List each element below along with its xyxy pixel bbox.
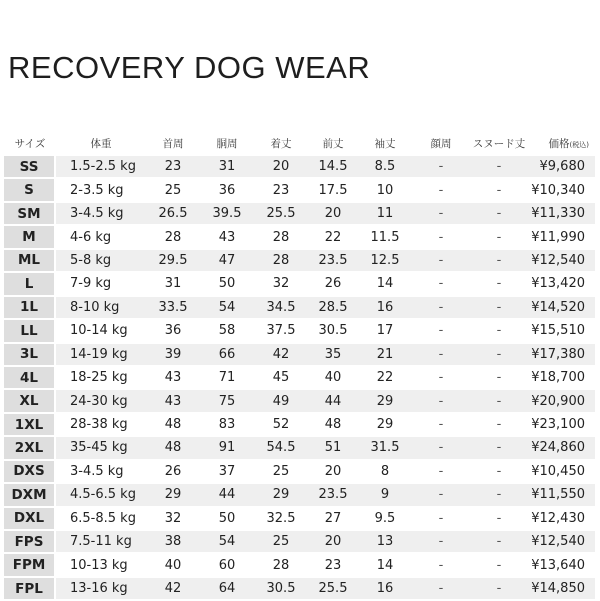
- cell-face: -: [412, 156, 470, 179]
- cell-snood: -: [470, 461, 528, 484]
- cell-size: LL: [4, 320, 56, 343]
- table-row: [4, 156, 595, 179]
- table-row: [4, 367, 595, 390]
- cell-weight: 10-14 kg: [56, 320, 146, 343]
- header-neck: 首周: [162, 137, 184, 150]
- header-price-label: 価格: [548, 137, 570, 150]
- cell-neck: 25: [146, 179, 200, 202]
- cell-price: ¥13,420: [528, 273, 595, 296]
- cell-neck: 40: [146, 554, 200, 577]
- cell-length: 25: [254, 531, 308, 554]
- cell-chest: 36: [200, 179, 254, 202]
- cell-front: 25.5: [308, 578, 358, 601]
- cell-size: SM: [4, 203, 56, 226]
- cell-chest: 71: [200, 367, 254, 390]
- cell-price: ¥11,330: [528, 203, 595, 226]
- cell-face: -: [412, 414, 470, 437]
- cell-weight: 6.5-8.5 kg: [56, 508, 146, 531]
- cell-chest: 31: [200, 156, 254, 179]
- cell-weight: 5-8 kg: [56, 250, 146, 273]
- cell-front: 48: [308, 414, 358, 437]
- cell-snood: -: [470, 179, 528, 202]
- cell-weight: 28-38 kg: [56, 414, 146, 437]
- table-row: [4, 203, 595, 226]
- cell-weight: 4.5-6.5 kg: [56, 484, 146, 507]
- cell-length: 42: [254, 344, 308, 367]
- cell-front: 27: [308, 508, 358, 531]
- cell-weight: 13-16 kg: [56, 578, 146, 601]
- cell-chest: 60: [200, 554, 254, 577]
- cell-weight: 35-45 kg: [56, 437, 146, 460]
- cell-front: 30.5: [308, 320, 358, 343]
- cell-price: ¥10,340: [528, 179, 595, 202]
- cell-weight: 14-19 kg: [56, 344, 146, 367]
- header-face: 顔周: [430, 137, 452, 150]
- cell-length: 30.5: [254, 578, 308, 601]
- cell-chest: 83: [200, 414, 254, 437]
- table-row: [4, 390, 595, 413]
- cell-length: 28: [254, 554, 308, 577]
- cell-sleeve: 16: [358, 578, 412, 601]
- cell-face: -: [412, 508, 470, 531]
- cell-chest: 91: [200, 437, 254, 460]
- cell-snood: -: [470, 156, 528, 179]
- cell-snood: -: [470, 531, 528, 554]
- cell-price: ¥13,640: [528, 554, 595, 577]
- header-snood: スヌード丈: [472, 137, 526, 150]
- cell-size: S: [4, 179, 56, 202]
- cell-snood: -: [470, 273, 528, 296]
- cell-snood: -: [470, 203, 528, 226]
- cell-price: ¥23,100: [528, 414, 595, 437]
- cell-face: -: [412, 461, 470, 484]
- cell-size: FPS: [4, 531, 56, 554]
- table-row: [4, 531, 595, 554]
- cell-weight: 8-10 kg: [56, 297, 146, 320]
- table-row: [4, 484, 595, 507]
- cell-face: -: [412, 320, 470, 343]
- cell-snood: -: [470, 320, 528, 343]
- cell-neck: 38: [146, 531, 200, 554]
- cell-size: XL: [4, 390, 56, 413]
- cell-snood: -: [470, 437, 528, 460]
- cell-sleeve: 9: [358, 484, 412, 507]
- cell-length: 23: [254, 179, 308, 202]
- table-row: [4, 461, 595, 484]
- cell-neck: 31: [146, 273, 200, 296]
- table-row: [4, 273, 595, 296]
- cell-sleeve: 9.5: [358, 508, 412, 531]
- cell-length: 37.5: [254, 320, 308, 343]
- header-weight: 体重: [90, 137, 112, 150]
- cell-neck: 29.5: [146, 250, 200, 273]
- cell-length: 52: [254, 414, 308, 437]
- cell-neck: 23: [146, 156, 200, 179]
- cell-chest: 54: [200, 531, 254, 554]
- cell-chest: 47: [200, 250, 254, 273]
- cell-price: ¥10,450: [528, 461, 595, 484]
- cell-front: 51: [308, 437, 358, 460]
- cell-chest: 64: [200, 578, 254, 601]
- cell-front: 14.5: [308, 156, 358, 179]
- cell-price: ¥11,990: [528, 226, 595, 249]
- cell-neck: 48: [146, 437, 200, 460]
- cell-neck: 36: [146, 320, 200, 343]
- cell-price: ¥18,700: [528, 367, 595, 390]
- cell-front: 35: [308, 344, 358, 367]
- cell-face: -: [412, 578, 470, 601]
- table-row: [4, 508, 595, 531]
- cell-face: -: [412, 484, 470, 507]
- cell-weight: 3-4.5 kg: [56, 461, 146, 484]
- cell-weight: 18-25 kg: [56, 367, 146, 390]
- cell-sleeve: 8: [358, 461, 412, 484]
- cell-weight: 1.5-2.5 kg: [56, 156, 146, 179]
- cell-length: 25: [254, 461, 308, 484]
- cell-face: -: [412, 250, 470, 273]
- table-row: [4, 554, 595, 577]
- table-row: [4, 179, 595, 202]
- cell-front: 20: [308, 461, 358, 484]
- cell-size: L: [4, 273, 56, 296]
- cell-snood: -: [470, 297, 528, 320]
- header-sleeve: 袖丈: [374, 137, 396, 150]
- cell-chest: 58: [200, 320, 254, 343]
- cell-sleeve: 29: [358, 390, 412, 413]
- cell-snood: -: [470, 508, 528, 531]
- cell-size: DXL: [4, 508, 56, 531]
- cell-sleeve: 21: [358, 344, 412, 367]
- cell-length: 25.5: [254, 203, 308, 226]
- header-size: サイズ: [14, 137, 46, 150]
- cell-face: -: [412, 437, 470, 460]
- header-price-note: (税込): [569, 140, 589, 149]
- cell-length: 28: [254, 250, 308, 273]
- cell-price: ¥14,850: [528, 578, 595, 601]
- cell-face: -: [412, 390, 470, 413]
- table-row: [4, 320, 595, 343]
- cell-price: ¥17,380: [528, 344, 595, 367]
- cell-sleeve: 13: [358, 531, 412, 554]
- cell-chest: 54: [200, 297, 254, 320]
- cell-length: 28: [254, 226, 308, 249]
- cell-neck: 33.5: [146, 297, 200, 320]
- cell-front: 23: [308, 554, 358, 577]
- cell-snood: -: [470, 344, 528, 367]
- cell-chest: 37: [200, 461, 254, 484]
- cell-snood: -: [470, 484, 528, 507]
- cell-front: 44: [308, 390, 358, 413]
- cell-face: -: [412, 531, 470, 554]
- cell-chest: 66: [200, 344, 254, 367]
- cell-snood: -: [470, 367, 528, 390]
- page-title: RECOVERY DOG WEAR: [8, 50, 371, 85]
- cell-length: 32: [254, 273, 308, 296]
- cell-front: 22: [308, 226, 358, 249]
- cell-chest: 43: [200, 226, 254, 249]
- cell-face: -: [412, 203, 470, 226]
- cell-chest: 39.5: [200, 203, 254, 226]
- cell-price: ¥12,430: [528, 508, 595, 531]
- cell-price: ¥9,680: [528, 156, 595, 179]
- cell-weight: 7-9 kg: [56, 273, 146, 296]
- cell-face: -: [412, 367, 470, 390]
- cell-snood: -: [470, 414, 528, 437]
- cell-face: -: [412, 179, 470, 202]
- cell-size: FPM: [4, 554, 56, 577]
- cell-weight: 2-3.5 kg: [56, 179, 146, 202]
- cell-weight: 10-13 kg: [56, 554, 146, 577]
- table-row: [4, 250, 595, 273]
- cell-size: 1L: [4, 297, 56, 320]
- table-row: [4, 414, 595, 437]
- size-chart-table: [4, 130, 595, 601]
- cell-size: 4L: [4, 367, 56, 390]
- cell-chest: 50: [200, 273, 254, 296]
- cell-snood: -: [470, 250, 528, 273]
- cell-neck: 43: [146, 390, 200, 413]
- cell-neck: 48: [146, 414, 200, 437]
- header-price: [528, 130, 595, 156]
- cell-neck: 29: [146, 484, 200, 507]
- cell-front: 26: [308, 273, 358, 296]
- cell-sleeve: 29: [358, 414, 412, 437]
- cell-sleeve: 16: [358, 297, 412, 320]
- cell-chest: 50: [200, 508, 254, 531]
- cell-neck: 43: [146, 367, 200, 390]
- header-chest: 胴周: [216, 137, 238, 150]
- cell-snood: -: [470, 578, 528, 601]
- cell-size: DXS: [4, 461, 56, 484]
- cell-weight: 24-30 kg: [56, 390, 146, 413]
- cell-price: ¥15,510: [528, 320, 595, 343]
- cell-front: 17.5: [308, 179, 358, 202]
- cell-neck: 26.5: [146, 203, 200, 226]
- cell-sleeve: 10: [358, 179, 412, 202]
- cell-weight: 7.5-11 kg: [56, 531, 146, 554]
- cell-sleeve: 11.5: [358, 226, 412, 249]
- cell-chest: 75: [200, 390, 254, 413]
- cell-size: ML: [4, 250, 56, 273]
- cell-size: M: [4, 226, 56, 249]
- cell-sleeve: 8.5: [358, 156, 412, 179]
- cell-neck: 26: [146, 461, 200, 484]
- cell-price: ¥11,550: [528, 484, 595, 507]
- cell-front: 20: [308, 203, 358, 226]
- cell-front: 40: [308, 367, 358, 390]
- cell-sleeve: 22: [358, 367, 412, 390]
- cell-price: ¥20,900: [528, 390, 595, 413]
- cell-sleeve: 31.5: [358, 437, 412, 460]
- cell-price: ¥12,540: [528, 531, 595, 554]
- cell-length: 49: [254, 390, 308, 413]
- cell-length: 45: [254, 367, 308, 390]
- table-body: [4, 156, 595, 601]
- cell-size: 3L: [4, 344, 56, 367]
- cell-length: 32.5: [254, 508, 308, 531]
- cell-sleeve: 11: [358, 203, 412, 226]
- cell-face: -: [412, 226, 470, 249]
- cell-chest: 44: [200, 484, 254, 507]
- header-length: 着丈: [270, 137, 292, 150]
- cell-face: -: [412, 273, 470, 296]
- header-front: 前丈: [322, 137, 344, 150]
- cell-sleeve: 12.5: [358, 250, 412, 273]
- cell-sleeve: 14: [358, 554, 412, 577]
- table-row: [4, 344, 595, 367]
- cell-front: 28.5: [308, 297, 358, 320]
- cell-sleeve: 17: [358, 320, 412, 343]
- cell-face: -: [412, 344, 470, 367]
- cell-size: DXM: [4, 484, 56, 507]
- cell-length: 29: [254, 484, 308, 507]
- table-header-row: [4, 130, 595, 156]
- cell-price: ¥24,860: [528, 437, 595, 460]
- cell-snood: -: [470, 554, 528, 577]
- table-row: [4, 437, 595, 460]
- cell-size: 1XL: [4, 414, 56, 437]
- cell-length: 34.5: [254, 297, 308, 320]
- cell-front: 23.5: [308, 484, 358, 507]
- cell-size: 2XL: [4, 437, 56, 460]
- cell-face: -: [412, 554, 470, 577]
- cell-neck: 28: [146, 226, 200, 249]
- cell-front: 23.5: [308, 250, 358, 273]
- cell-snood: -: [470, 226, 528, 249]
- cell-front: 20: [308, 531, 358, 554]
- cell-neck: 39: [146, 344, 200, 367]
- cell-size: SS: [4, 156, 56, 179]
- cell-sleeve: 14: [358, 273, 412, 296]
- table-row: [4, 226, 595, 249]
- cell-snood: -: [470, 390, 528, 413]
- cell-weight: 3-4.5 kg: [56, 203, 146, 226]
- cell-face: -: [412, 297, 470, 320]
- cell-length: 20: [254, 156, 308, 179]
- cell-price: ¥12,540: [528, 250, 595, 273]
- cell-weight: 4-6 kg: [56, 226, 146, 249]
- cell-neck: 32: [146, 508, 200, 531]
- cell-price: ¥14,520: [528, 297, 595, 320]
- table-row: [4, 297, 595, 320]
- cell-neck: 42: [146, 578, 200, 601]
- cell-size: FPL: [4, 578, 56, 601]
- cell-length: 54.5: [254, 437, 308, 460]
- table-row: [4, 578, 595, 601]
